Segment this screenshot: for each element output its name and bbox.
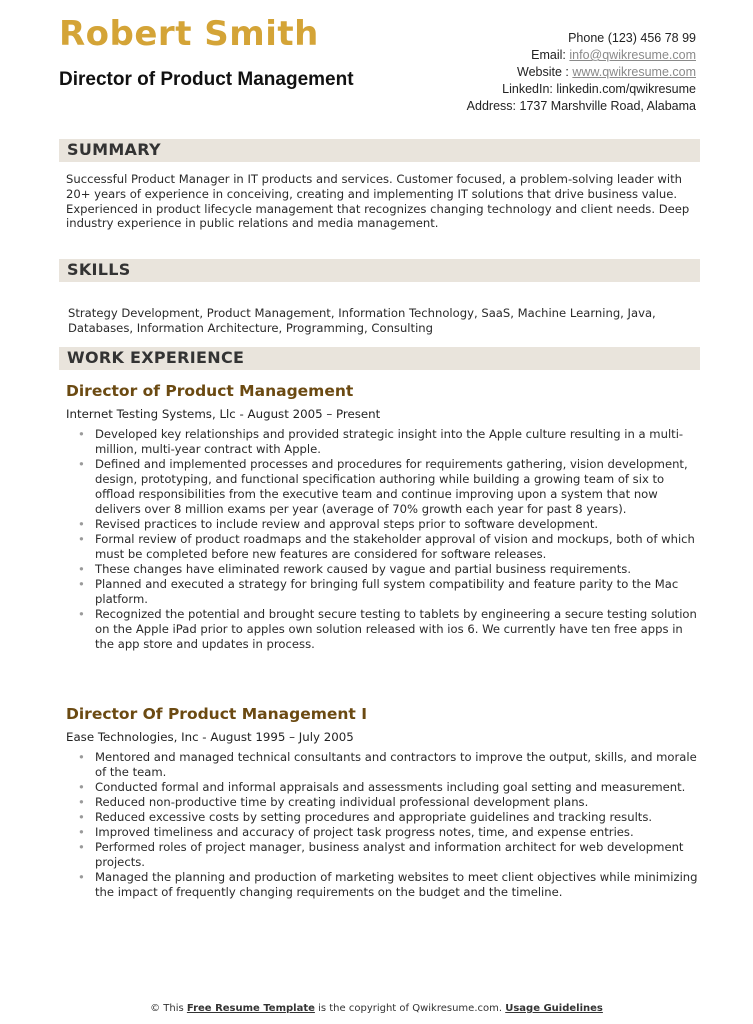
contact-email-row	[467, 47, 696, 64]
list-item: • Performed roles of project manager, business analyst and information architect for web development projects.	[78, 840, 698, 870]
contact-website-row	[467, 64, 696, 81]
usage-guidelines-link[interactable]: Usage Guidelines	[505, 1003, 603, 1014]
copyright-footer	[0, 1003, 753, 1014]
job-meta-1: Internet Testing Systems, Llc - August 2005 – Present	[66, 407, 381, 421]
contact-phone-row	[467, 30, 696, 47]
contact-block	[467, 30, 696, 115]
footer-prefix: © This	[150, 1003, 184, 1014]
linkedin-label: LinkedIn:	[502, 82, 553, 96]
website-link[interactable]: www.qwikresume.com	[572, 65, 696, 79]
footer-middle: is the copyright of Qwikresume.com.	[318, 1003, 503, 1014]
job-title-1: Director of Product Management	[66, 382, 354, 400]
candidate-role: Director of Product Management	[59, 69, 354, 90]
candidate-name: Robert Smith	[59, 14, 319, 54]
skills-text: Strategy Development, Product Management, Information Technology, SaaS, Machine Learning, Java, Databases, Information Architecture, Programming, Consulting	[68, 306, 656, 335]
list-item: • Recognized the potential and brought secure testing to tablets by engineering a secure testing solution on the Apple iPad prior to apples own solution released with ios 6. We currently have ten free apps in the app store and updates in process.	[78, 607, 698, 652]
list-item: • Reduced excessive costs by setting procedures and appropriate guidelines and tracking results.	[78, 810, 698, 825]
free-resume-template-link[interactable]: Free Resume Template	[186, 1003, 315, 1014]
summary-section-header	[59, 139, 700, 162]
website-label: Website :	[517, 65, 569, 79]
job-title-2: Director Of Product Management I	[66, 705, 367, 723]
experience-section-header	[59, 347, 700, 370]
list-item: • Formal review of product roadmaps and the stakeholder approval of vision and mockups, both of which must be completed before new features are considered for software releases.	[78, 532, 698, 562]
skills-heading: SKILLS	[67, 260, 131, 279]
address-value: 1737 Marshville Road, Alabama	[519, 99, 696, 113]
phone-label: Phone	[568, 31, 605, 45]
summary-heading: SUMMARY	[67, 140, 161, 159]
email-link[interactable]: info@qwikresume.com	[569, 48, 696, 62]
contact-linkedin-row	[467, 81, 696, 98]
list-item: • Improved timeliness and accuracy of project task progress notes, time, and expense entries.	[78, 825, 698, 840]
list-item: • These changes have eliminated rework caused by vague and partial business requirements.	[78, 562, 698, 577]
contact-address-row	[467, 98, 696, 115]
list-item: • Managed the planning and production of marketing websites to meet client objectives while minimizing the impact of frequently changing requirements on the budget and the timeline.	[78, 870, 698, 900]
list-item: • Planned and executed a strategy for bringing full system compatibility and feature parity to the Mac platform.	[78, 577, 698, 607]
skills-section-header	[59, 259, 700, 282]
job-1-bullets	[78, 427, 698, 652]
job-meta-2: Ease Technologies, Inc - August 1995 – July 2005	[66, 730, 354, 744]
address-label: Address:	[466, 99, 517, 113]
summary-text: Successful Product Manager in IT products and services. Customer focused, a problem-solving leader with 20+ years of experience in conceiving, creating and implementing IT solutions that drive business value. Experienced in product lifecycle management that recognizes changing technology and client needs. Deep industry experience in public relations and media management.	[66, 172, 690, 231]
list-item: • Reduced non-productive time by creating individual professional development plans.	[78, 795, 698, 810]
experience-heading: WORK EXPERIENCE	[67, 348, 245, 367]
list-item: • Mentored and managed technical consultants and contractors to improve the output, skills, and morale of the team.	[78, 750, 698, 780]
phone-value: (123) 456 78 99	[607, 31, 696, 45]
list-item: • Developed key relationships and provided strategic insight into the Apple culture resulting in a multi-million, multi-year contract with Apple.	[78, 427, 698, 457]
job-2-bullets	[78, 750, 698, 900]
list-item: • Revised practices to include review and approval steps prior to software development.	[78, 517, 698, 532]
list-item: • Defined and implemented processes and procedures for requirements gathering, vision development, design, prototyping, and functional specification authoring while building a growing team of six to offload responsibilities from the executive team and continue improving upon a system that now delivers over 8 million exams per year (average of 70% growth each year for past 8 years).	[78, 457, 698, 517]
list-item: • Conducted formal and informal appraisals and assessments including goal setting and measurement.	[78, 780, 698, 795]
linkedin-value: linkedin.com/qwikresume	[556, 82, 696, 96]
email-label: Email:	[531, 48, 566, 62]
